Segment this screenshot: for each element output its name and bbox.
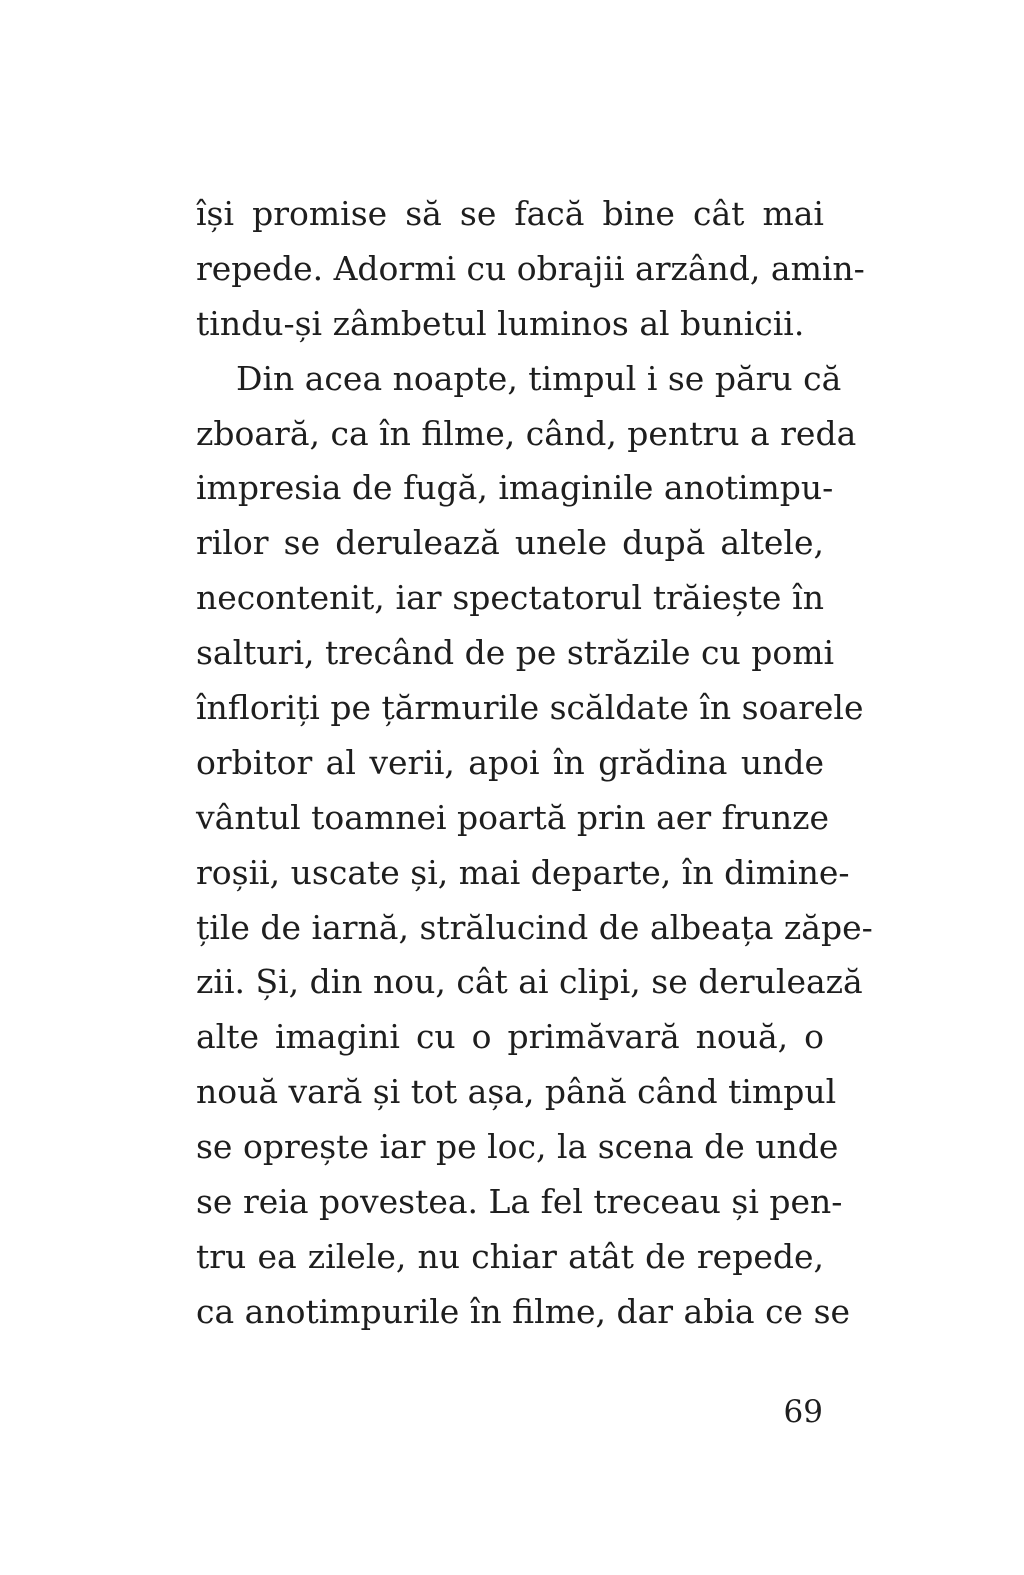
text-line: rilor se derulează unele după altele, xyxy=(196,523,824,563)
text-line: roșii, uscate și, mai departe, în dimine- xyxy=(196,852,850,892)
text-line: salturi, trecând de pe străzile cu pomi xyxy=(196,633,835,673)
text-line: alte imagini cu o primăvară nouă, o xyxy=(196,1017,824,1057)
text-line: ca anotimpurile în filme, dar abia ce se xyxy=(196,1291,851,1331)
text-line: orbitor al verii, apoi în grădina unde xyxy=(196,742,824,782)
text-line: zii. Și, din nou, cât ai clipi, se derulează xyxy=(196,962,863,1002)
text-line: impresia de fugă, imaginile anotimpu- xyxy=(196,468,834,508)
page-number: 69 xyxy=(783,1394,823,1430)
text-line: țile de iarnă, strălucind de albeața zăpe- xyxy=(196,907,873,947)
text-line: repede. Adormi cu obrajii arzând, amin- xyxy=(196,248,865,288)
text-line: necontenit, iar spectatorul trăiește în xyxy=(196,578,824,618)
paragraph-first-line: Din acea noapte, timpul i se păru că xyxy=(236,358,842,398)
text-line: se oprește iar pe loc, la scena de unde xyxy=(196,1127,839,1167)
text-line: tru ea zilele, nu chiar atât de repede, xyxy=(196,1236,824,1276)
text-line: tindu-și zâmbetul luminos al bunicii. xyxy=(196,303,805,343)
text-line: zboară, ca în filme, când, pentru a reda xyxy=(196,413,857,453)
text-line: nouă vară și tot așa, până când timpul xyxy=(196,1072,837,1112)
text-line: înfloriți pe țărmurile scăldate în soarele xyxy=(196,688,864,728)
text-line: vântul toamnei poartă prin aer frunze xyxy=(196,797,829,837)
body-text xyxy=(196,187,873,1340)
text-line: își promise să se facă bine cât mai xyxy=(196,194,824,233)
text-line: se reia povestea. La fel treceau și pen- xyxy=(196,1182,843,1222)
